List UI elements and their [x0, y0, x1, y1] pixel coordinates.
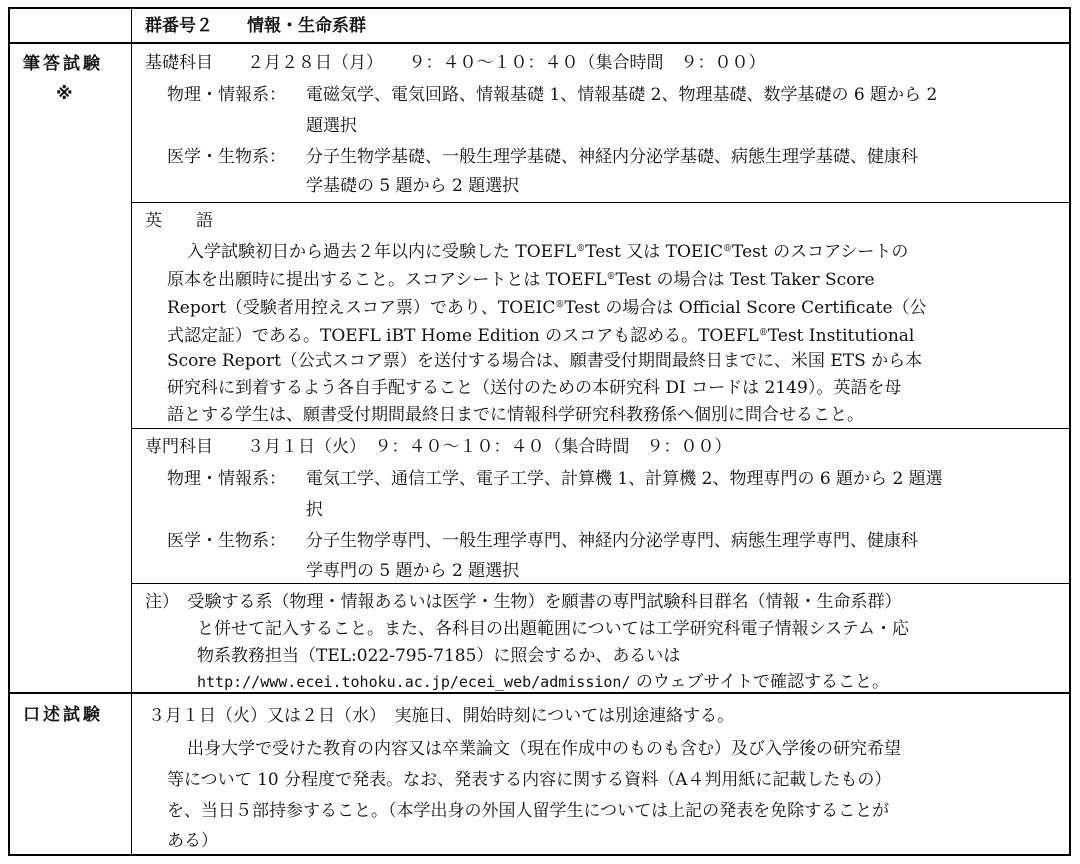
- english-paragraph-line: 研究科に到着するよう各自手配すること（送付のための本研究科 DI コードは 2149）。英語を母: [167, 378, 902, 398]
- basic-subjects-header: 基礎科目 ２月２８日（月） ９：４０～１０：４０（集合時間 ９：００）: [145, 53, 766, 73]
- specialized-medical-label: 医学・生物系：: [167, 531, 286, 551]
- admission-url-link[interactable]: http://www.ecei.tohoku.ac.jp/ecei_web/admission/: [197, 673, 631, 691]
- english-paragraph-line: 式認定証）である。TOEFL iBT Home Edition のスコアも認める。TOEFL®Test Institutional: [167, 326, 915, 346]
- oral-exam-paragraph-line: 出身大学で受けた教育の内容又は卒業論文（現在作成中のものも含む）及び入学後の研究希望: [187, 739, 901, 759]
- english-paragraph-line: 語とする学生は、願書受付期間最終日までに情報科学研究科教務係へ個別に問合せること。: [167, 405, 864, 425]
- english-paragraph-line: Score Report（公式スコア票）を送付する場合は、願書受付期間最終日までに、米国 ETS から本: [167, 351, 923, 371]
- oral-exam-date-line: ３月１日（火）又は２日（水） 実施日、開始時刻については別途連絡する。: [148, 706, 735, 726]
- column-divider: [131, 9, 132, 854]
- oral-exam-paragraph-line: を、当日５部持参すること。（本学出身の外国人留学生については上記の発表を免除することが: [167, 801, 890, 821]
- english-header: 英 語: [145, 211, 213, 231]
- specialized-physics-text-cont: 択: [306, 500, 323, 520]
- oral-exam-label: 口述試験: [23, 705, 103, 725]
- basic-medical-label: 医学・生物系：: [167, 147, 286, 167]
- specialized-physics-label: 物理・情報系：: [167, 469, 286, 489]
- written-exam-label: 筆答試験: [23, 54, 103, 74]
- specialized-medical-text-cont: 学専門の 5 題から 2 題選択: [306, 561, 520, 581]
- specialized-medical-text: 分子生物学専門、一般生理学専門、神経内分泌学専門、病態生理学専門、健康科: [306, 531, 918, 551]
- row-divider: [131, 583, 1069, 584]
- basic-physics-text-cont: 題選択: [306, 116, 357, 136]
- basic-medical-text: 分子生物学基礎、一般生理学基礎、神経内分泌学基礎、病態生理学基礎、健康科: [306, 147, 918, 167]
- english-paragraph-line: 入学試験初日から過去２年以内に受験した TOEFL®Test 又は TOEIC®Test のスコアシートの: [187, 242, 909, 262]
- basic-physics-label: 物理・情報系：: [167, 85, 286, 105]
- asterisk-mark: ※: [56, 84, 76, 104]
- note-line: 注） 受験する系（物理・情報あるいは医学・生物）を願書の専門試験科目群名（情報・生命系群）: [145, 592, 902, 612]
- english-paragraph-line: Report（受験者用控えスコア票）であり、TOEIC®Test の場合は Official Score Certificate（公: [167, 298, 927, 318]
- note-url-line: http://www.ecei.tohoku.ac.jp/ecei_web/admission/ のウェブサイトで確認すること。: [197, 672, 890, 692]
- oral-exam-paragraph-line: ある）: [167, 831, 218, 851]
- note-line: と併せて記入すること。また、各科目の出題範囲については工学研究科電子情報システム・応: [197, 619, 909, 639]
- row-divider: [10, 42, 1069, 44]
- basic-physics-text: 電磁気学、電気回路、情報基礎 1、情報基礎 2、物理基礎、数学基礎の 6 題から 2: [306, 85, 938, 105]
- exam-schedule-table: [8, 7, 1071, 856]
- note-line: 物系教務担当（TEL:022-795-7185）に照会するか、あるいは: [197, 646, 681, 666]
- oral-exam-paragraph-line: 等について 10 分程度で発表。なお、発表する内容に関する資料（A４判用紙に記載したもの）: [167, 770, 892, 790]
- page-title: 群番号２ 情報・生命系群: [145, 16, 366, 36]
- basic-medical-text-cont: 学基礎の 5 題から 2 題選択: [306, 176, 520, 196]
- english-paragraph-line: 原本を出願時に提出すること。スコアシートとは TOEFL®Test の場合は Test Taker Score: [167, 270, 875, 290]
- row-divider: [131, 202, 1069, 203]
- specialized-subjects-header: 専門科目 ３月１日（火） ９：４０～１０：４０（集合時間 ９：００）: [145, 437, 732, 457]
- specialized-physics-text: 電気工学、通信工学、電子工学、計算機 1、計算機 2、物理専門の 6 題から 2 題選: [306, 469, 943, 489]
